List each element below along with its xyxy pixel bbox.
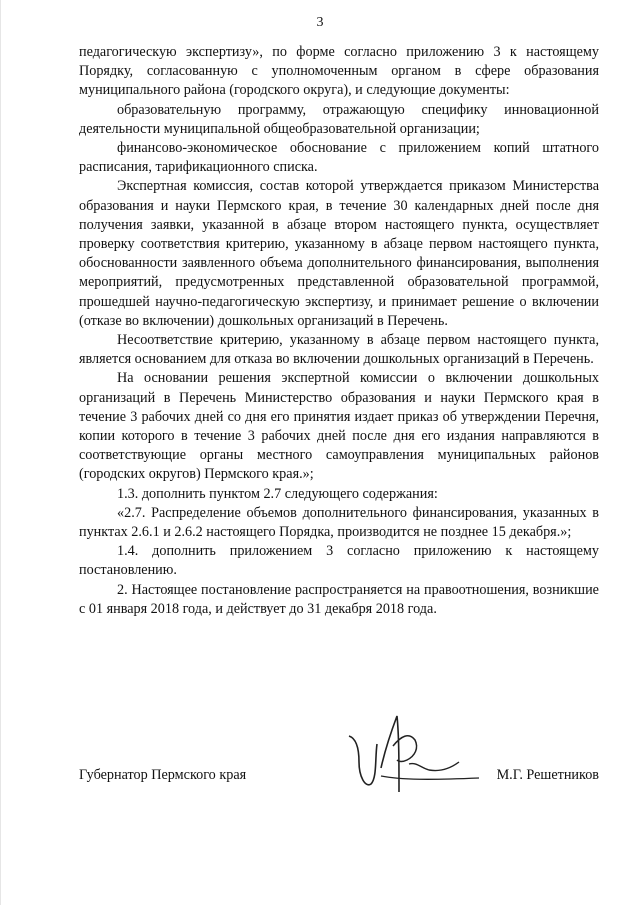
paragraph-4: Экспертная комиссия, состав которой утверждается приказом Министерства образования и науки Пермского края, в течение 30 календарных дней после дня получения заявки, указанной в абзаце втором настоящего пункта, осуществляет проверку соответствия критерию, указанному в абзаце первом настоящего пункта, обоснованности заявленного объема дополнительного финансирования, выполнения мероприятий, предусмотренных представленной образовательной программой, прошедшей научно-педагогическую экспертизу, и принимает решение о включении (отказе во включении) дошкольных организаций в Перечень.	[79, 178, 599, 329]
paragraph-1: педагогическую экспертизу», по форме согласно приложению 3 к настоящему Порядку, согласованную с уполномоченным органом в сфере образования муниципального района (городского округа), и следующие документы:	[79, 44, 599, 99]
page-number: 3	[316, 15, 324, 30]
paragraph-6: На основании решения экспертной комиссии о включении дошкольных организаций в Перечень Министерство образования и науки Пермского края в течение 3 рабочих дней со дня его принятия издает приказ об утверждении Перечня, копии которого в течение 3 рабочих дней после дня его издания направляются в соответствующие органы местного самоуправления муниципальных районов (городских округов) Пермского края.»;	[79, 370, 599, 483]
signature-block	[79, 752, 599, 812]
paragraph-5: Несоответствие критерию, указанному в абзаце первом настоящего пункта, является основанием для отказа во включении дошкольных организаций в Перечень.	[79, 332, 599, 368]
document-body	[79, 43, 599, 619]
paragraph-3: финансово-экономическое обоснование с приложением копий штатного расписания, тарификационного списка.	[79, 140, 599, 176]
handwritten-signature	[341, 706, 481, 796]
scan-edge	[0, 0, 1, 905]
paragraph-7: 1.3. дополнить пунктом 2.7 следующего содержания:	[117, 485, 438, 502]
paragraph-9: 1.4. дополнить приложением 3 согласно приложению к настоящему постановлению.	[79, 543, 599, 579]
signatory-name: М.Г. Решетников	[496, 767, 599, 783]
signatory-title: Губернатор Пермского края	[79, 767, 247, 783]
paragraph-10: 2. Настоящее постановление распространяется на правоотношения, возникшие с 01 января 2018 года, и действует до 31 декабря 2018 года.	[79, 581, 599, 617]
paragraph-2: образовательную программу, отражающую специфику инновационной деятельности муниципальной общеобразовательной организации;	[79, 101, 599, 137]
paragraph-8: «2.7. Распределение объемов дополнительного финансирования, указанных в пунктах 2.6.1 и 2.6.2 настоящего Порядка, производится не позднее 15 декабря.»;	[79, 504, 599, 541]
